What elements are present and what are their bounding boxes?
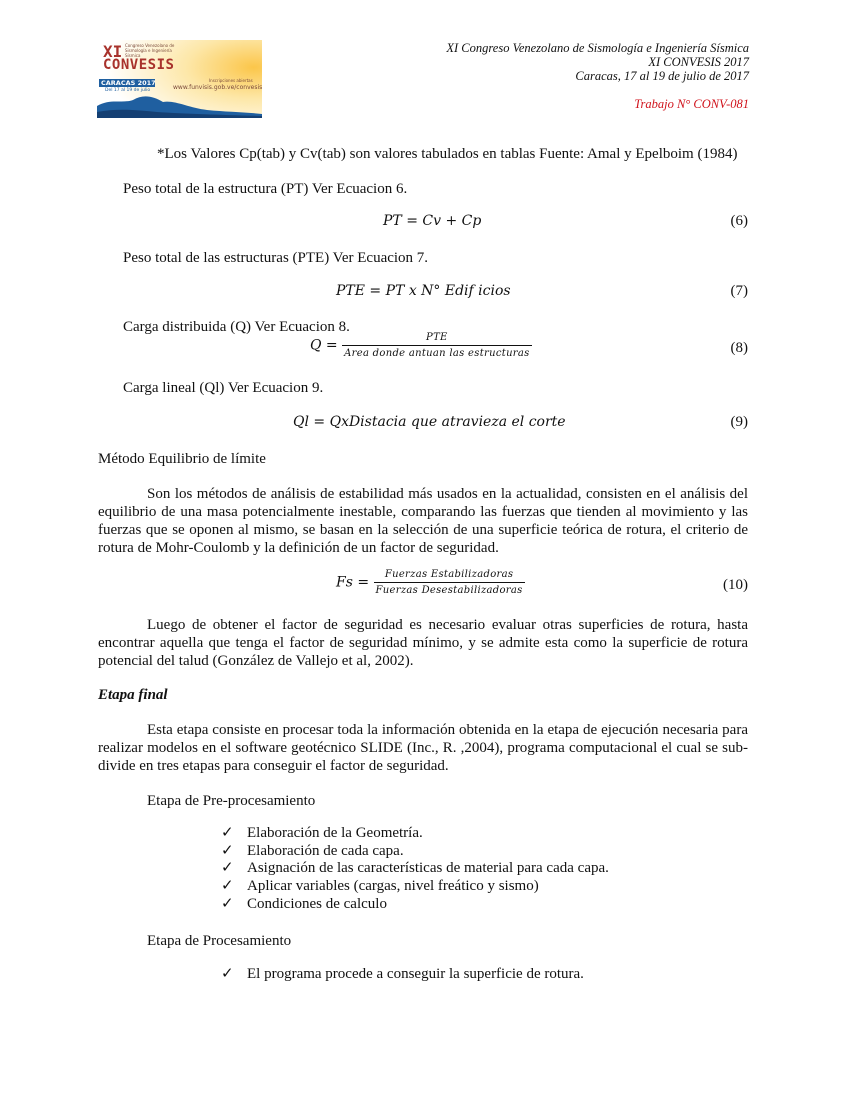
equation-10-lhs: Fs = <box>336 574 370 591</box>
equation-9: Ql = QxDistacia que atravieza el corte <box>293 414 566 430</box>
equation-7: PTE = PT x N° Edif icios <box>336 283 511 299</box>
logo-city-badge: CARACAS 2017 <box>101 79 156 87</box>
equation-10-denominator: Fuerzas Desestabilizadoras <box>375 585 523 596</box>
method-heading: Método Equilibrio de límite <box>98 451 266 467</box>
header-work-number: Trabajo N° CONV-081 <box>634 97 749 111</box>
logo-small-text: Congreso Venezolano de Sismología e Ingeniería Sísmica <box>125 43 175 58</box>
equation-8-lhs: Q = <box>310 337 338 354</box>
header-place-date: Caracas, 17 al 19 de julio de 2017 <box>575 69 749 83</box>
logo-dates: Del 17 al 19 de julio <box>105 88 151 93</box>
list-item <box>221 896 387 913</box>
equation-9-number: (9) <box>730 414 748 430</box>
pte-intro: Peso total de las estructuras (PTE) Ver Ecuacion 7. <box>123 250 429 266</box>
logo-url: www.funvisis.gob.ve/convesis <box>173 84 262 91</box>
list-item-text: Elaboración de cada capa. <box>247 842 404 859</box>
equation-8 <box>310 332 532 359</box>
equation-6-number: (6) <box>730 213 748 229</box>
final-stage-paragraph: Esta etapa consiste en procesar toda la información obtenida en la etapa de ejecución necesaria para realizar modelos en el software geotécnico SLIDE (Inc., R. ,2004), programa computacional el cual se sub-divide en tres etapas para conseguir el factor de seguridad. <box>98 722 748 774</box>
method-paragraph: Son los métodos de análisis de estabilidad más usados en la actualidad, consisten en el análisis del equilibrio de una masa potencialmente inestable, comparando las fuerzas que tienden al movimiento y las fuerzas que se oponen al mismo, se basan en la selección de una superficie teórica de rotura, el criterio de rotura de Mohr-Coulomb y la definición de un factor de seguridad. <box>98 486 748 556</box>
checkmark-icon: ✓ <box>221 966 234 982</box>
equation-8-number: (8) <box>730 340 748 356</box>
equation-8-denominator: Area donde antuan las estructuras <box>344 348 530 359</box>
conference-logo <box>97 40 262 118</box>
list-item-text: Elaboración de la Geometría. <box>247 825 423 841</box>
processing-heading: Etapa de Procesamiento <box>147 933 292 949</box>
list-item-text: Asignación de las características de material para cada capa. <box>247 860 609 877</box>
q-intro: Carga distribuida (Q) Ver Ecuacion 8. <box>123 319 350 335</box>
after-paragraph: Luego de obtener el factor de seguridad es necesario evaluar otras superficies de rotura, hasta encontrar aquella que tenga el factor de seguridad mínimo, y se admite esta como la superficie de rotura potencial del talud (González de Vallejo et al, 2002). <box>98 617 748 669</box>
equation-10 <box>336 569 525 596</box>
final-stage-heading: Etapa final <box>98 687 168 703</box>
logo-title-2: CONVESIS <box>103 57 175 73</box>
list-item-text: Condiciones de calculo <box>247 895 387 912</box>
list-item <box>221 825 423 842</box>
pt-intro: Peso total de la estructura (PT) Ver Ecuacion 6. <box>123 181 408 197</box>
list-item-text: Aplicar variables (cargas, nivel freático y sismo) <box>247 878 539 895</box>
table-source-note: *Los Valores Cp(tab) y Cv(tab) son valores tabulados en tablas Fuente: Amal y Epelboim (1984) <box>157 146 738 162</box>
equation-6: PT = Cv + Cp <box>383 213 482 229</box>
equation-8-numerator: PTE <box>342 332 531 346</box>
header-edition: XI CONVESIS 2017 <box>648 55 749 69</box>
checkmark-icon: ✓ <box>221 825 234 841</box>
logo-inscriptions: Inscripciones abiertas <box>209 78 253 83</box>
equation-7-number: (7) <box>730 283 748 299</box>
equation-10-fraction <box>374 569 525 596</box>
list-item <box>221 966 584 983</box>
logo-title-1: XI <box>103 42 123 61</box>
checkmark-icon: ✓ <box>221 878 234 895</box>
list-item-text: El programa procede a conseguir la superficie de rotura. <box>247 966 584 982</box>
equation-10-number: (10) <box>723 577 748 593</box>
list-item <box>221 878 539 895</box>
checkmark-icon: ✓ <box>221 860 234 877</box>
header-conference-name: XI Congreso Venezolano de Sismología e Ingeniería Sísmica <box>446 41 749 55</box>
pre-processing-heading: Etapa de Pre-procesamiento <box>147 793 316 809</box>
equation-10-numerator: Fuerzas Estabilizadoras <box>374 569 525 583</box>
equation-8-fraction <box>342 332 531 359</box>
checkmark-icon: ✓ <box>221 895 234 912</box>
ql-intro: Carga lineal (Ql) Ver Ecuacion 9. <box>123 380 324 396</box>
list-item <box>221 860 609 877</box>
checkmark-icon: ✓ <box>221 842 234 859</box>
list-item <box>221 843 404 860</box>
